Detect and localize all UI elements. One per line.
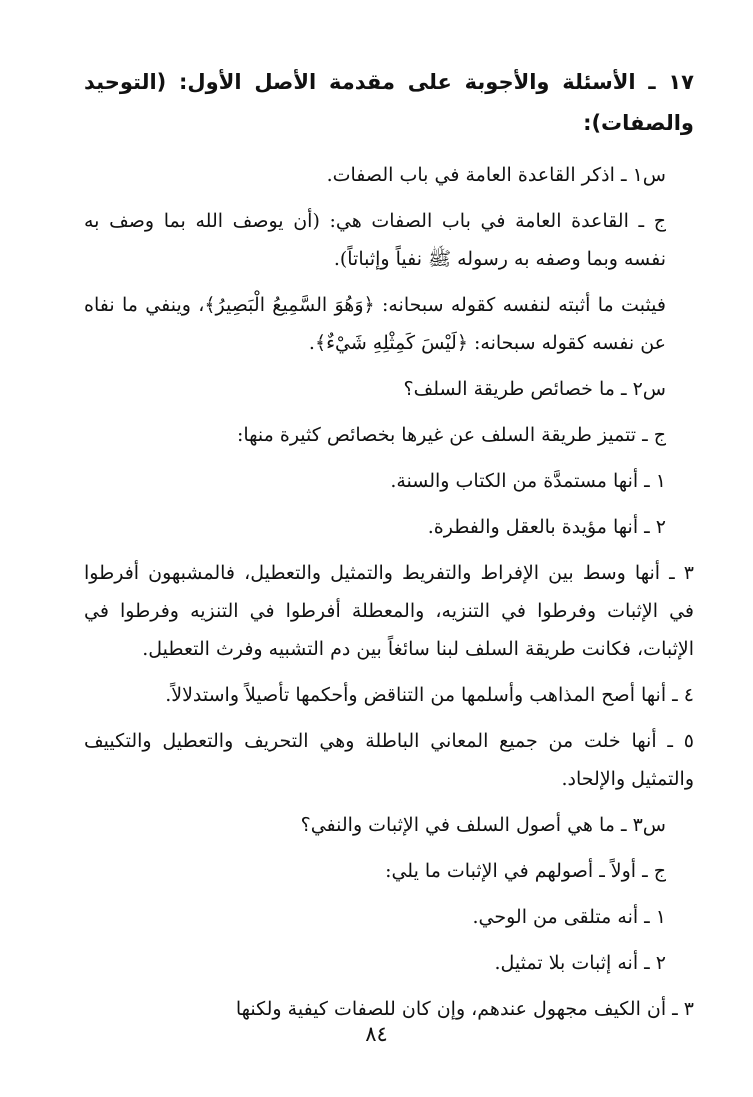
list-item-1: ١ ـ أنها مستمدَّة من الكتاب والسنة. bbox=[390, 470, 666, 492]
question-2: س٢ ـ ما خصائص طريقة السلف؟ bbox=[403, 378, 666, 400]
answer-1: ج ـ القاعدة العامة في باب الصفات هي: (أن يوصف الله بما وصف به نفسه وبما وصفه به رسوله ﷺ نفياً وإثباتاً). bbox=[84, 210, 666, 270]
principle-2: ٢ ـ أنه إثبات بلا تمثيل. bbox=[494, 952, 666, 974]
page-number: ٨٤ bbox=[365, 1022, 388, 1046]
answer-1-explanation: فيثبت ما أثبته لنفسه كقوله سبحانه: ﴿وَهُوَ السَّمِيعُ الْبَصِيرُ﴾، وينفي ما نفاه عن نفسه كقوله سبحانه: ﴿لَيْسَ كَمِثْلِهِ شَيْءٌ﴾. bbox=[84, 294, 666, 354]
question-3: س٣ ـ ما هي أصول السلف في الإثبات والنفي؟ bbox=[300, 814, 666, 836]
principle-1: ١ ـ أنه متلقى من الوحي. bbox=[472, 906, 666, 928]
list-item-5: ٥ ـ أنها خلت من جميع المعاني الباطلة وهي التحريف والتعطيل والتكييف والتمثيل والإلحاد. bbox=[84, 730, 694, 790]
answer-3: ج ـ أولاً ـ أصولهم في الإثبات ما يلي: bbox=[385, 860, 666, 882]
book-page bbox=[84, 62, 694, 1036]
list-item-4: ٤ ـ أنها أصح المذاهب وأسلمها من التناقض وأحكمها تأصيلاً واستدلالاً. bbox=[165, 684, 694, 706]
question-1: س١ ـ اذكر القاعدة العامة في باب الصفات. bbox=[326, 164, 666, 186]
section-heading: ١٧ ـ الأسئلة والأجوبة على مقدمة الأصل الأول: (التوحيد والصفات): bbox=[84, 70, 694, 135]
list-item-3: ٣ ـ أنها وسط بين الإفراط والتفريط والتمثيل والتعطيل، فالمشبهون أفرطوا في الإثبات وفرطوا في التنزيه، والمعطلة أفرطوا في التنزيه وفرطوا في الإثبات، فكانت طريقة السلف لبنا سائغاً بين دم التشبيه وفرث التعطيل. bbox=[84, 562, 694, 660]
principle-3: ٣ ـ أن الكيف مجهول عندهم، وإن كان للصفات كيفية ولكنها bbox=[235, 998, 694, 1020]
list-item-2: ٢ ـ أنها مؤيدة بالعقل والفطرة. bbox=[427, 516, 666, 538]
answer-2: ج ـ تتميز طريقة السلف عن غيرها بخصائص كثيرة منها: bbox=[236, 424, 666, 446]
